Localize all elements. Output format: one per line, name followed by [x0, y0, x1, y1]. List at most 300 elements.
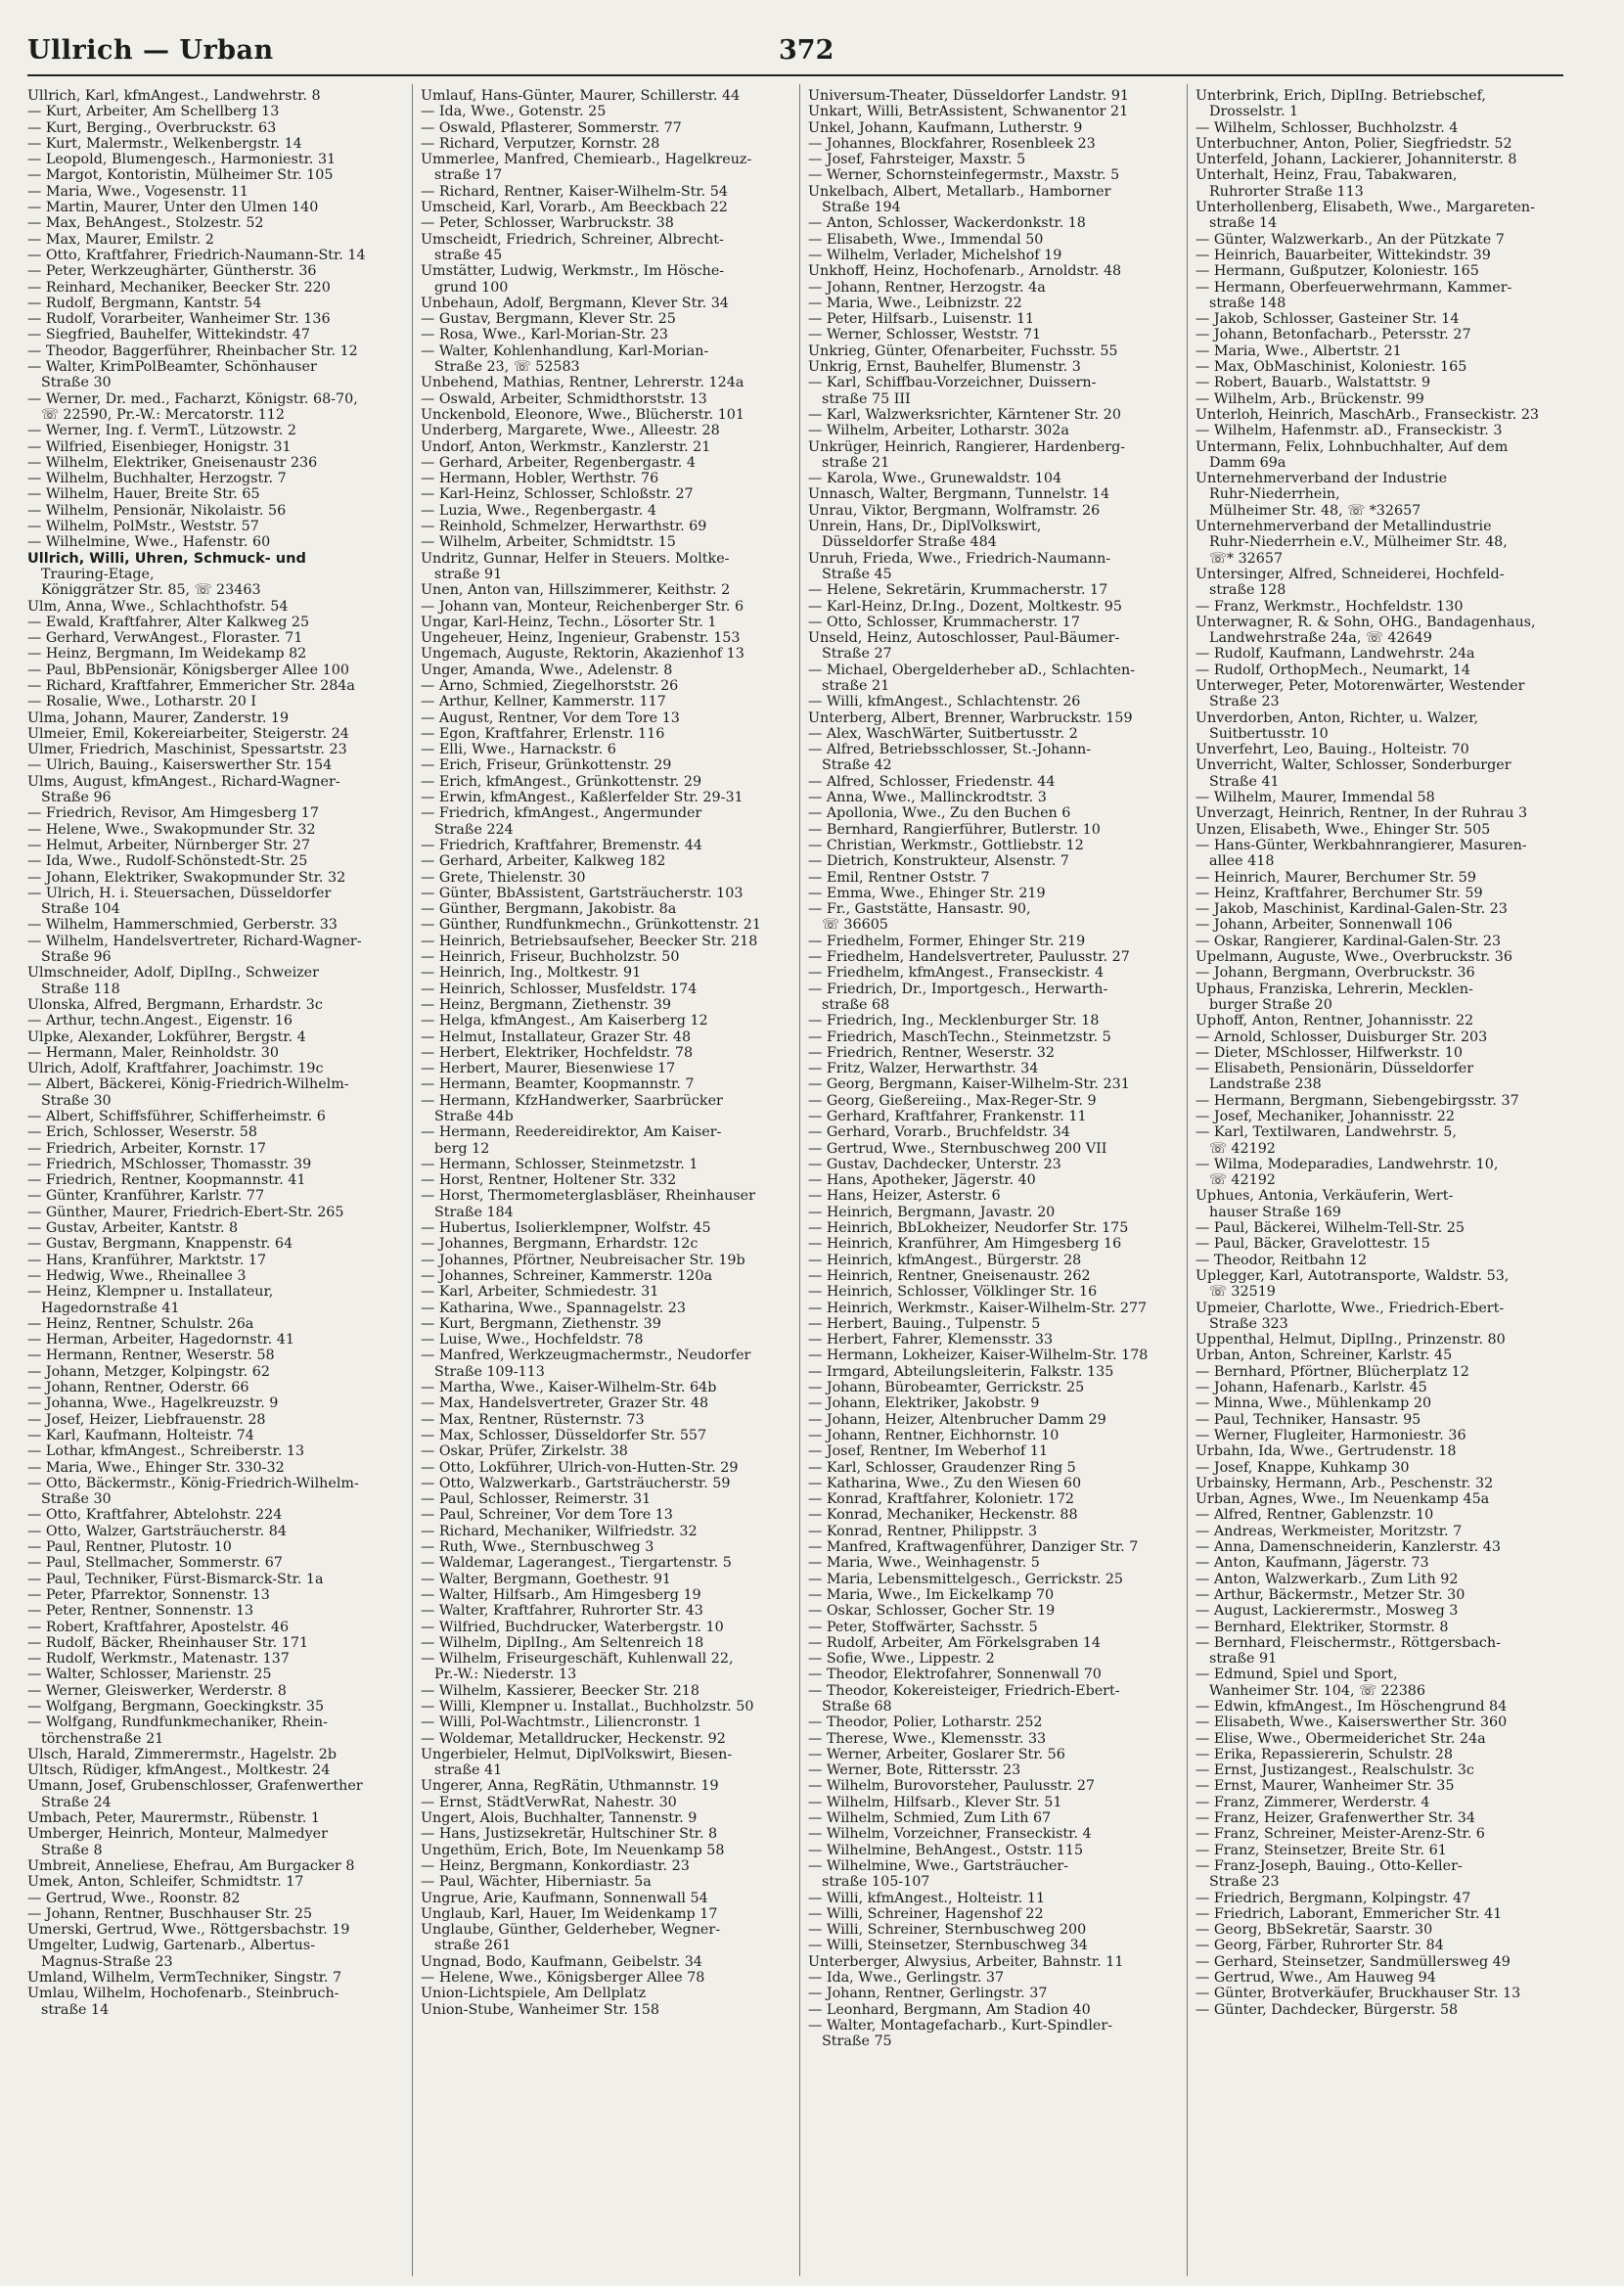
directory-entry: — Albert, Bäckerei, König-Friedrich-Wilhelm- — [27, 1076, 349, 1093]
directory-entry: — Oskar, Schlosser, Gocher Str. 19 — [808, 1603, 1056, 1620]
directory-entry: — Wilhelm, Pensionär, Nikolaistr. 56 — [27, 502, 287, 519]
directory-entry: — Paul, BbPensionär, Königsberger Allee 100 — [27, 662, 349, 678]
directory-entry: Straße 27 — [822, 646, 892, 663]
directory-entry: — Richard, Kraftfahrer, Emmericher Str. 284a — [27, 677, 355, 694]
directory-entry: Unruh, Frieda, Wwe., Friedrich-Naumann- — [808, 550, 1111, 567]
directory-entry: Unverzagt, Heinrich, Rentner, In der Ruhrau 3 — [1195, 805, 1528, 822]
directory-entry: — Werner, Gleiswerker, Werderstr. 8 — [27, 1682, 287, 1699]
directory-entry: — Edmund, Spiel und Sport, — [1195, 1667, 1398, 1683]
directory-entry: — Horst, Rentner, Holtener Str. 332 — [421, 1172, 677, 1189]
directory-entry: — Kurt, Berging., Overbruckstr. 63 — [27, 119, 277, 136]
directory-entry: Unverfehrt, Leo, Bauing., Holteistr. 70 — [1195, 742, 1469, 758]
directory-entry: — Ida, Wwe., Gerlingstr. 37 — [808, 1970, 1005, 1987]
directory-entry: — Friedhelm, Handelsvertreter, Paulusstr. 27 — [808, 949, 1130, 966]
directory-entry: Umberger, Heinrich, Monteur, Malmedyer — [27, 1826, 328, 1843]
directory-entry: — Ernst, Maurer, Wanheimer Str. 35 — [1195, 1778, 1455, 1795]
directory-entry: — Johann, Arbeiter, Sonnenwall 106 — [1195, 917, 1453, 934]
directory-entry: — Johann van, Monteur, Reichenberger Str. 6 — [421, 598, 744, 615]
directory-entry: — Anton, Schlosser, Wackerdonkstr. 18 — [808, 215, 1086, 232]
directory-entry: ☏ 32519 — [1209, 1284, 1276, 1301]
directory-entry: — Rosalie, Wwe., Lotharstr. 20 I — [27, 694, 257, 710]
directory-entry: — Wilhelm, Burovorsteher, Paulusstr. 27 — [808, 1778, 1096, 1795]
directory-entry: — Wilfried, Eisenbieger, Honigstr. 31 — [27, 438, 292, 455]
directory-entry: Unkel, Johann, Kaufmann, Lutherstr. 9 — [808, 119, 1083, 136]
directory-entry: straße 91 — [434, 566, 503, 582]
directory-entry: Umgelter, Ludwig, Gartenarb., Albertus- — [27, 1938, 316, 1954]
directory-entry: Straße 184 — [434, 1204, 514, 1220]
directory-entry: Pr.-W.: Niederstr. 13 — [434, 1667, 577, 1683]
directory-entry: Ulms, August, kfmAngest., Richard-Wagner- — [27, 773, 340, 790]
directory-entry: Straße 23 — [1209, 1874, 1280, 1891]
directory-entry: Unterberg, Albert, Brenner, Warbruckstr. 159 — [808, 709, 1133, 726]
directory-entry: Union-Lichtspiele, Am Dellplatz — [421, 1986, 647, 2002]
directory-entry: — Wilhelm, Hammerschmied, Gerberstr. 33 — [27, 917, 338, 934]
directory-entry: — Johann, Elektriker, Swakopmunder Str. 32 — [27, 869, 346, 886]
directory-entry: — Rudolf, Kaufmann, Landwehrstr. 24a — [1195, 646, 1475, 663]
directory-entry: — Gertrud, Wwe., Sternbuschweg 200 VII — [808, 1140, 1107, 1157]
directory-entry: — Hermann, KfzHandwerker, Saarbrücker — [421, 1092, 723, 1109]
directory-entry: — Heinrich, Ing., Moltkestr. 91 — [421, 965, 642, 982]
directory-entry: — Friedrich, Revisor, Am Himgesberg 17 — [27, 805, 319, 822]
directory-entry: — Wilhelm, Verlader, Michelshof 19 — [808, 247, 1062, 263]
directory-entry: — Werner, Schornsteinfegermstr., Maxstr. 5 — [808, 167, 1120, 184]
directory-entry: — Arnold, Schlosser, Duisburger Str. 203 — [1195, 1029, 1488, 1045]
directory-entry: Wanheimer Str. 104, ☏ 22386 — [1209, 1682, 1425, 1699]
directory-entry: — Hermann, Reedereidirektor, Am Kaiser- — [421, 1124, 722, 1141]
directory-entry: — Erika, Repassiererin, Schulstr. 28 — [1195, 1746, 1453, 1762]
directory-entry: — Max, ObMaschinist, Koloniestr. 165 — [1195, 359, 1467, 376]
directory-entry: Unnasch, Walter, Bergmann, Tunnelstr. 14 — [808, 486, 1110, 503]
directory-entry: — Hermann, Gußputzer, Koloniestr. 165 — [1195, 263, 1479, 280]
directory-entry: — Wilhelm, Schlosser, Buchholzstr. 4 — [1195, 119, 1459, 136]
directory-entry: Umek, Anton, Schleifer, Schmidtstr. 17 — [27, 1874, 304, 1891]
directory-entry: burger Straße 20 — [1209, 996, 1332, 1013]
directory-entry: — Michael, Obergelderheber aD., Schlachten- — [808, 662, 1136, 678]
directory-entry: Damm 69a — [1209, 454, 1286, 471]
directory-entry: — Walter, Hilfsarb., Am Himgesberg 19 — [421, 1586, 701, 1603]
directory-entry: Ullrich, Willi, Uhren, Schmuck- und — [27, 550, 306, 567]
directory-entry: — Maria, Wwe., Leibnizstr. 22 — [808, 295, 1022, 311]
directory-entry: Unterbuchner, Anton, Polier, Siegfriedstr. 52 — [1195, 135, 1512, 152]
directory-entry: — Wilhelm, Buchhalter, Herzogstr. 7 — [27, 471, 287, 487]
directory-entry: — Erich, kfmAngest., Grünkottenstr. 29 — [421, 773, 702, 790]
directory-entry: — Hermann, Hobler, Werthstr. 76 — [421, 471, 659, 487]
directory-entry: — Johannes, Bergmann, Erhardstr. 12c — [421, 1236, 699, 1253]
directory-entry: — Elisabeth, Wwe., Kaiserswerther Str. 360 — [1195, 1714, 1508, 1731]
directory-entry: Unkrieg, Günter, Ofenarbeiter, Fuchsstr. 55 — [808, 343, 1118, 359]
directory-entry: Trauring-Etage, — [41, 566, 155, 582]
directory-entry: Straße 23 — [1209, 694, 1280, 710]
directory-entry: ☏ 22590, Pr.-W.: Mercatorstr. 112 — [41, 406, 285, 423]
directory-entry: — Theodor, Baggerführer, Rheinbacher Str. 12 — [27, 343, 358, 359]
directory-entry: — Heinrich, Bergmann, Javastr. 20 — [808, 1204, 1056, 1220]
directory-entry: — Herbert, Bauing., Tulpenstr. 5 — [808, 1315, 1041, 1332]
directory-entry: — Heinz, Bergmann, Im Weidekamp 82 — [27, 646, 307, 663]
directory-entry: Umann, Josef, Grubenschlosser, Grafenwerther — [27, 1778, 363, 1795]
directory-entry: Unterloh, Heinrich, MaschArb., Franseckistr. 23 — [1195, 406, 1540, 423]
directory-entry: — Friedrich, MaschTechn., Steinmetzstr. 5 — [808, 1029, 1111, 1045]
directory-entry: — Hans, Justizsekretär, Hultschiner Str. 8 — [421, 1826, 718, 1843]
directory-entry: — Ernst, Justizangest., Realschulstr. 3c — [1195, 1762, 1474, 1779]
directory-entry: — August, Rentner, Vor dem Tore 13 — [421, 709, 680, 726]
directory-entry: — Otto, Kraftfahrer, Friedrich-Naumann-Str. 14 — [27, 247, 366, 263]
directory-entry: — Johann, Rentner, Eichhornstr. 10 — [808, 1427, 1060, 1443]
directory-entry: allee 418 — [1209, 853, 1275, 870]
directory-entry: — Otto, Kraftfahrer, Abtelohstr. 224 — [27, 1507, 283, 1524]
directory-entry: straße 17 — [434, 167, 503, 184]
directory-entry: — Georg, BbSekretär, Saarstr. 30 — [1195, 1922, 1433, 1939]
directory-entry: — Johann, Bergmann, Overbruckstr. 36 — [1195, 965, 1475, 982]
directory-entry: — Egon, Kraftfahrer, Erlenstr. 116 — [421, 725, 665, 742]
directory-entry: — Emma, Wwe., Ehinger Str. 219 — [808, 885, 1046, 901]
directory-entry: — Josef, Mechaniker, Johannisstr. 22 — [1195, 1109, 1455, 1124]
directory-entry: — Paul, Techniker, Hansastr. 95 — [1195, 1411, 1421, 1428]
directory-entry: — Irmgard, Abteilungsleiterin, Falkstr. 135 — [808, 1363, 1114, 1380]
directory-entry: — Konrad, Rentner, Philippstr. 3 — [808, 1523, 1038, 1539]
directory-entry: — Emil, Rentner Oststr. 7 — [808, 869, 990, 886]
directory-column-4 — [1195, 88, 1559, 2276]
directory-entry: — Anna, Damenschneiderin, Kanzlerstr. 43 — [1195, 1539, 1501, 1556]
directory-entry: Straße 41 — [1209, 773, 1280, 790]
directory-entry: — Hermann, Schlosser, Steinmetzstr. 1 — [421, 1156, 699, 1172]
directory-entry: Unverdorben, Anton, Richter, u. Walzer, — [1195, 709, 1479, 726]
directory-entry: — Alfred, Rentner, Gablenzstr. 10 — [1195, 1507, 1434, 1524]
directory-entry: — Alfred, Schlosser, Friedenstr. 44 — [808, 773, 1056, 790]
directory-entry: Ungrue, Arie, Kaufmann, Sonnenwall 54 — [421, 1890, 708, 1906]
directory-entry: Ungerer, Anna, RegRätin, Uthmannstr. 19 — [421, 1778, 719, 1795]
directory-entry: — Johannes, Blockfahrer, Rosenbleek 23 — [808, 135, 1096, 152]
directory-entry: — Heinrich, Schlosser, Musfeldstr. 174 — [421, 981, 698, 997]
directory-entry: — Katharina, Wwe., Spannagelstr. 23 — [421, 1300, 686, 1316]
directory-entry: Unrein, Hans, Dr., DiplVolkswirt, — [808, 519, 1042, 535]
directory-entry: — Friedrich, Rentner, Weserstr. 32 — [808, 1044, 1055, 1061]
directory-entry: — Werner, Flugleiter, Harmoniestr. 36 — [1195, 1427, 1466, 1443]
directory-entry: — Hans, Heizer, Asterstr. 6 — [808, 1188, 1001, 1205]
directory-entry: — Helene, Sekretärin, Krummacherstr. 17 — [808, 582, 1108, 599]
directory-entry: — Gerhard, Kraftfahrer, Frankenstr. 11 — [808, 1109, 1087, 1124]
directory-entry: — Paul, Techniker, Fürst-Bismarck-Str. 1a — [27, 1571, 324, 1587]
directory-entry: — Hedwig, Wwe., Rheinallee 3 — [27, 1267, 247, 1284]
directory-entry: Urbahn, Ida, Wwe., Gertrudenstr. 18 — [1195, 1443, 1457, 1460]
directory-entry: — Wilhelm, Kassierer, Beecker Str. 218 — [421, 1682, 699, 1699]
directory-entry: Ulonska, Alfred, Bergmann, Erhardstr. 3c — [27, 996, 323, 1013]
directory-entry: — Richard, Verputzer, Kornstr. 28 — [421, 135, 660, 152]
directory-entry: Ruhr-Niederrhein e.V., Mülheimer Str. 48, — [1209, 534, 1508, 551]
directory-entry: — Heinrich, Friseur, Buchholzstr. 50 — [421, 949, 680, 966]
column-divider — [1187, 84, 1188, 2276]
directory-entry: — Wilhelm, Schmied, Zum Lith 67 — [808, 1810, 1052, 1827]
directory-entry: Uppenthal, Helmut, DiplIng., Prinzenstr. 80 — [1195, 1332, 1506, 1349]
directory-entry: Landstraße 238 — [1209, 1076, 1322, 1093]
directory-entry: Straße 24 — [41, 1794, 112, 1810]
directory-entry: Straße 23, ☏ 52583 — [434, 359, 580, 376]
directory-entry: Landwehrstraße 24a, ☏ 42649 — [1209, 630, 1432, 647]
column-divider — [799, 84, 800, 2276]
directory-entry: — Josef, Knappe, Kuhkamp 30 — [1195, 1459, 1410, 1476]
directory-entry: — Willi, Klempner u. Installat., Buchholzstr. 50 — [421, 1698, 754, 1714]
directory-entry: — Johann, Rentner, Buschhauser Str. 25 — [27, 1905, 313, 1922]
directory-entry: Uplegger, Karl, Autotransporte, Waldstr. 53, — [1195, 1267, 1510, 1284]
directory-entry: — Johannes, Pförtner, Neubreisacher Str. 19b — [421, 1252, 745, 1268]
directory-entry: — Johann, Rentner, Oderstr. 66 — [27, 1380, 249, 1396]
directory-entry: Unkelbach, Albert, Metallarb., Hamborner — [808, 183, 1111, 200]
directory-entry: — Heinz, Bergmann, Ziethenstr. 39 — [421, 996, 671, 1013]
directory-entry: — Otto, Walzwerkarb., Gartsträucherstr. 59 — [421, 1475, 731, 1491]
directory-entry: ☏ 36605 — [822, 917, 888, 934]
directory-entry: Ruhrorter Straße 113 — [1209, 183, 1364, 200]
directory-entry: Umbreit, Anneliese, Ehefrau, Am Burgacker 8 — [27, 1857, 355, 1874]
directory-entry: — Günter, Brotverkäufer, Bruckhauser Str. 13 — [1195, 1986, 1521, 2002]
directory-entry: Unseld, Heinz, Autoschlosser, Paul-Bäumer- — [808, 630, 1120, 647]
directory-entry: — Heinrich, Kranführer, Am Himgesberg 16 — [808, 1236, 1122, 1253]
directory-entry: — Paul, Schreiner, Vor dem Tore 13 — [421, 1507, 673, 1524]
directory-entry: — Wilhelm, Maurer, Immendal 58 — [1195, 790, 1435, 806]
directory-entry: — Ida, Wwe., Rudolf-Schönstedt-Str. 25 — [27, 853, 308, 870]
directory-entry: — Walter, Kohlenhandlung, Karl-Morian- — [421, 343, 709, 359]
directory-entry: — Arthur, Bäckermstr., Metzer Str. 30 — [1195, 1586, 1466, 1603]
directory-entry: Ungert, Alois, Buchhalter, Tannenstr. 9 — [421, 1810, 698, 1827]
directory-entry: — Gertrud, Wwe., Roonstr. 82 — [27, 1890, 241, 1906]
directory-entry: straße 148 — [1209, 295, 1286, 311]
directory-entry: Straße 30 — [41, 375, 112, 391]
directory-entry: Magnus-Straße 23 — [41, 1953, 173, 1970]
directory-entry: — Rudolf, Werkmstr., Matenastr. 137 — [27, 1651, 290, 1668]
directory-entry: — Johann, Elektriker, Jakobstr. 9 — [808, 1395, 1040, 1412]
directory-entry: — Peter, Hilfsarb., Luisenstr. 11 — [808, 311, 1035, 328]
directory-entry: Drosselstr. 1 — [1209, 104, 1299, 120]
directory-entry: — Richard, Rentner, Kaiser-Wilhelm-Str. 54 — [421, 183, 728, 200]
directory-entry: — Otto, Bäckermstr., König-Friedrich-Wilhelm- — [27, 1475, 359, 1491]
directory-entry: — Anton, Walzwerkarb., Zum Lith 92 — [1195, 1571, 1459, 1587]
directory-entry: — Theodor, Polier, Lotharstr. 252 — [808, 1714, 1043, 1731]
directory-entry: — Otto, Schlosser, Krummacherstr. 17 — [808, 614, 1080, 630]
directory-entry: — Paul, Schlosser, Reimerstr. 31 — [421, 1491, 652, 1508]
directory-entry: — Rosa, Wwe., Karl-Morian-Str. 23 — [421, 327, 668, 343]
directory-entry: berg 12 — [434, 1140, 490, 1157]
directory-entry: — Günter, Kranführer, Karlstr. 77 — [27, 1188, 265, 1205]
header-rule — [27, 74, 1563, 76]
directory-entry: Straße 109-113 — [434, 1363, 545, 1380]
directory-entry: — Helene, Wwe., Königsberger Allee 78 — [421, 1970, 705, 1987]
directory-entry: — Gustav, Bergmann, Klever Str. 25 — [421, 311, 676, 328]
directory-entry: Ultsch, Rüdiger, kfmAngest., Moltkestr. 24 — [27, 1762, 331, 1779]
directory-entry: Ulrich, Adolf, Kraftfahrer, Joachimstr. 19c — [27, 1061, 324, 1077]
directory-entry: Unterberger, Alwysius, Arbeiter, Bahnstr. 11 — [808, 1953, 1124, 1970]
directory-entry: — Maria, Wwe., Vogesenstr. 11 — [27, 183, 248, 200]
directory-entry: — Luise, Wwe., Hochfeldstr. 78 — [421, 1332, 644, 1349]
directory-entry: — Grete, Thielenstr. 30 — [421, 869, 586, 886]
directory-entry: — Maria, Lebensmittelgesch., Gerrickstr. 25 — [808, 1571, 1124, 1587]
directory-entry: Ulmeier, Emil, Kokereiarbeiter, Steigerstr. 24 — [27, 725, 349, 742]
directory-entry: Unglaub, Karl, Hauer, Im Weidenkamp 17 — [421, 1905, 718, 1922]
directory-entry: Umland, Wilhelm, VermTechniker, Singstr. 7 — [27, 1970, 342, 1987]
directory-entry: Unkrig, Ernst, Bauhelfer, Blumenstr. 3 — [808, 359, 1081, 376]
directory-entry: Undorf, Anton, Werkmstr., Kanzlerstr. 21 — [421, 438, 711, 455]
directory-entry: ☏ 42192 — [1209, 1172, 1276, 1189]
directory-entry: — Johann, Heizer, Altenbrucher Damm 29 — [808, 1411, 1106, 1428]
directory-entry: straße 14 — [1209, 215, 1278, 232]
directory-entry: — Wilhelm, Elektriker, Gneisenaustr 236 — [27, 454, 318, 471]
directory-entry: — Karl, Schiffbau-Vorzeichner, Duissern- — [808, 375, 1097, 391]
directory-entry: — Ewald, Kraftfahrer, Alter Kalkweg 25 — [27, 614, 310, 630]
directory-entry: — Johannes, Schreiner, Kammerstr. 120a — [421, 1267, 712, 1284]
directory-entry: — Hubertus, Isolierklempner, Wolfstr. 45 — [421, 1220, 711, 1237]
directory-entry: — Willi, Schreiner, Hagenshof 22 — [808, 1905, 1044, 1922]
directory-entry: — Gustav, Bergmann, Knappenstr. 64 — [27, 1236, 293, 1253]
directory-entry: — Arthur, Kellner, Kammerstr. 117 — [421, 694, 666, 710]
directory-entry: Unterbrink, Erich, DiplIng. Betriebschef, — [1195, 88, 1486, 104]
directory-entry: — Maria, Wwe., Weinhagenstr. 5 — [808, 1555, 1040, 1572]
directory-entry: Upmeier, Charlotte, Wwe., Friedrich-Ebert- — [1195, 1300, 1505, 1316]
directory-entry: — Margot, Kontoristin, Mülheimer Str. 105 — [27, 167, 334, 184]
directory-entry: — Heinrich, Maurer, Berchumer Str. 59 — [1195, 869, 1476, 886]
directory-entry: — Richard, Mechaniker, Wilfriedstr. 32 — [421, 1523, 698, 1539]
directory-entry: — Robert, Kraftfahrer, Apostelstr. 46 — [27, 1619, 290, 1635]
directory-entry: — Walter, KrimPolBeamter, Schönhauser — [27, 359, 317, 376]
directory-entry: Straße 75 — [822, 2034, 892, 2050]
directory-entry: — Willi, Schreiner, Sternbuschweg 200 — [808, 1922, 1087, 1939]
directory-entry: — Karl-Heinz, Dr.Ing., Dozent, Moltkestr. 95 — [808, 598, 1122, 615]
directory-entry: — Helmut, Arbeiter, Nürnberger Str. 27 — [27, 837, 311, 853]
directory-entry: — Anton, Kaufmann, Jägerstr. 73 — [1195, 1555, 1429, 1572]
directory-entry: — Herbert, Elektriker, Hochfeldstr. 78 — [421, 1044, 694, 1061]
directory-entry: hauser Straße 169 — [1209, 1204, 1341, 1220]
directory-entry: — Wolfgang, Rundfunkmechaniker, Rhein- — [27, 1714, 328, 1731]
directory-entry: — Jakob, Maschinist, Kardinal-Galen-Str. 23 — [1195, 901, 1508, 918]
directory-entry: — Horst, Thermometerglasbläser, Rheinhauser — [421, 1188, 755, 1205]
directory-entry: — Konrad, Mechaniker, Heckenstr. 88 — [808, 1507, 1078, 1524]
directory-entry: straße 68 — [822, 996, 890, 1013]
directory-entry: — August, Lackierermstr., Mosweg 3 — [1195, 1603, 1459, 1620]
directory-entry: — Karl, Arbeiter, Schmiedestr. 31 — [421, 1284, 659, 1301]
directory-entry: straße 45 — [434, 247, 503, 263]
directory-entry: — Wilhelm, Arbeiter, Schmidtstr. 15 — [421, 534, 676, 551]
directory-entry: Urban, Anton, Schreiner, Karlstr. 45 — [1195, 1348, 1453, 1364]
directory-entry: Suitbertusstr. 10 — [1209, 725, 1329, 742]
directory-entry: — Friedrich, Ing., Mecklenburger Str. 18 — [808, 1013, 1100, 1029]
directory-entry: Straße 96 — [41, 949, 112, 966]
directory-entry: — Alfred, Betriebsschlosser, St.-Johann- — [808, 742, 1092, 758]
directory-entry: Ulm, Anna, Wwe., Schlachthofstr. 54 — [27, 598, 289, 615]
directory-entry: — Wilhelm, Handelsvertreter, Richard-Wagner- — [27, 933, 362, 949]
directory-entry: — Rudolf, Arbeiter, Am Förkelsgraben 14 — [808, 1634, 1102, 1651]
directory-entry: Düsseldorfer Straße 484 — [822, 534, 997, 551]
directory-entry: — Karl-Heinz, Schlosser, Schloßstr. 27 — [421, 486, 694, 503]
directory-entry: — Ida, Wwe., Gotenstr. 25 — [421, 104, 607, 120]
directory-entry: — Friedrich, Arbeiter, Kornstr. 17 — [27, 1140, 266, 1157]
directory-entry: straße 105-107 — [822, 1874, 930, 1891]
directory-entry: Unkhoff, Heinz, Hochofenarb., Arnoldstr. 48 — [808, 263, 1122, 280]
directory-entry: — Theodor, Kokereisteiger, Friedrich-Ebert- — [808, 1682, 1120, 1699]
directory-entry: Königgrätzer Str. 85, ☏ 23463 — [41, 582, 261, 599]
directory-entry: — Franz, Schreiner, Meister-Arenz-Str. 6 — [1195, 1826, 1485, 1843]
directory-entry: Ulma, Johann, Maurer, Zanderstr. 19 — [27, 709, 290, 726]
directory-entry: — Franz, Steinsetzer, Breite Str. 61 — [1195, 1842, 1447, 1858]
directory-entry: — Minna, Wwe., Mühlenkamp 20 — [1195, 1395, 1432, 1412]
directory-entry: — Johann, Rentner, Herzogstr. 4a — [808, 279, 1046, 296]
directory-entry: — Maria, Wwe., Im Eickelkamp 70 — [808, 1586, 1055, 1603]
directory-entry: — Paul, Bäckerei, Wilhelm-Tell-Str. 25 — [1195, 1220, 1465, 1237]
directory-entry: — Hans, Apotheker, Jägerstr. 40 — [808, 1172, 1036, 1189]
directory-entry: — Helene, Wwe., Swakopmunder Str. 32 — [27, 821, 316, 838]
directory-entry: — Franz, Werkmstr., Hochfeldstr. 130 — [1195, 598, 1464, 615]
directory-entry: — Gustav, Arbeiter, Kantstr. 8 — [27, 1220, 239, 1237]
directory-entry: Umlauf, Hans-Günter, Maurer, Schillerstr. 44 — [421, 88, 741, 104]
directory-entry: Straße 8 — [41, 1842, 103, 1858]
directory-entry: — Gerhard, VerwAngest., Floraster. 71 — [27, 630, 303, 647]
directory-entry: — Johanna, Wwe., Hagelkreuzstr. 9 — [27, 1395, 279, 1412]
directory-entry: — Rudolf, Bäcker, Rheinhauser Str. 171 — [27, 1634, 309, 1651]
directory-entry: ☏* 32657 — [1209, 550, 1284, 567]
directory-entry: — Peter, Stoffwärter, Sachsstr. 5 — [808, 1619, 1038, 1635]
directory-entry: — Franz-Joseph, Bauing., Otto-Keller- — [1195, 1857, 1463, 1874]
directory-entry: Ulmer, Friedrich, Maschinist, Spessartstr. 23 — [27, 742, 347, 758]
directory-entry: — Friedhelm, Former, Ehinger Str. 219 — [808, 933, 1086, 949]
directory-entry: — Paul, Rentner, Plutostr. 10 — [27, 1539, 232, 1556]
directory-entry: — Gerhard, Steinsetzer, Sandmüllersweg 49 — [1195, 1953, 1511, 1970]
directory-entry: — Ernst, StädtVerwRat, Nahestr. 30 — [421, 1794, 677, 1810]
directory-entry: straße 128 — [1209, 582, 1286, 599]
directory-entry: — Helmut, Installateur, Grazer Str. 48 — [421, 1029, 692, 1045]
directory-entry: — Werner, Ing. f. VermT., Lützowstr. 2 — [27, 423, 296, 439]
directory-entry: — Werner, Dr. med., Facharzt, Königstr. 68-70, — [27, 390, 358, 407]
directory-entry: Unterhollenberg, Elisabeth, Wwe., Margareten- — [1195, 200, 1535, 216]
directory-entry: Untersinger, Alfred, Schneiderei, Hochfeld- — [1195, 566, 1505, 582]
directory-entry: straße 41 — [434, 1762, 503, 1779]
directory-entry: — Manfred, Werkzeugmachermstr., Neudorfer — [421, 1348, 751, 1364]
directory-entry: — Oswald, Pflasterer, Sommerstr. 77 — [421, 119, 682, 136]
directory-entry: — Heinrich, Schlosser, Völklinger Str. 16 — [808, 1284, 1098, 1301]
directory-entry: — Gerhard, Vorarb., Bruchfeldstr. 34 — [808, 1124, 1070, 1141]
directory-entry: Unkrüger, Heinrich, Rangierer, Hardenberg- — [808, 438, 1126, 455]
directory-entry: — Rudolf, Vorarbeiter, Wanheimer Str. 136 — [27, 311, 331, 328]
directory-entry: — Dieter, MSchlosser, Hilfwerkstr. 10 — [1195, 1044, 1463, 1061]
directory-entry: — Willi, Pol-Wachtmstr., Liliencronstr. 1 — [421, 1714, 702, 1731]
directory-entry: — Oskar, Prüfer, Zirkelstr. 38 — [421, 1443, 628, 1460]
directory-entry: — Therese, Wwe., Klemensstr. 33 — [808, 1730, 1047, 1747]
directory-entry: — Günter, Walzwerkarb., An der Pützkate 7 — [1195, 231, 1505, 248]
directory-entry: — Theodor, Reitbahn 12 — [1195, 1252, 1368, 1268]
directory-entry: — Erich, Schlosser, Weserstr. 58 — [27, 1124, 257, 1141]
directory-entry: — Katharina, Wwe., Zu den Wiesen 60 — [808, 1475, 1082, 1491]
directory-entry: Uphoff, Anton, Rentner, Johannisstr. 22 — [1195, 1013, 1474, 1029]
directory-entry: — Arno, Schmied, Ziegelhorststr. 26 — [421, 677, 679, 694]
directory-entry: — Max, Schlosser, Düsseldorfer Str. 557 — [421, 1427, 707, 1443]
directory-entry: Unger, Amanda, Wwe., Adelenstr. 8 — [421, 662, 673, 678]
directory-entry: — Karl, Textilwaren, Landwehrstr. 5, — [1195, 1124, 1457, 1141]
directory-entry: — Wilhelmine, Wwe., Hafenstr. 60 — [27, 534, 271, 551]
directory-entry: — Wilhelm, DiplIng., Am Seltenreich 18 — [421, 1634, 704, 1651]
directory-entry: — Wilma, Modeparadies, Landwehrstr. 10, — [1195, 1156, 1499, 1172]
directory-entry: — Wilhelm, Vorzeichner, Franseckistr. 4 — [808, 1826, 1092, 1843]
directory-entry: Ungar, Karl-Heinz, Techn., Lösorter Str. 1 — [421, 614, 717, 630]
directory-entry: Union-Stube, Wanheimer Str. 158 — [421, 2001, 659, 2018]
directory-entry: — Willi, kfmAngest., Holteistr. 11 — [808, 1890, 1046, 1906]
directory-entry: Unterweger, Peter, Motorenwärter, Westender — [1195, 677, 1525, 694]
directory-entry: — Heinz, Kraftfahrer, Berchumer Str. 59 — [1195, 885, 1483, 901]
directory-entry: — Johann, Hafenarb., Karlstr. 45 — [1195, 1380, 1427, 1396]
directory-entry: Straße 224 — [434, 821, 514, 838]
directory-entry: — Josef, Rentner, Im Weberhof 11 — [808, 1443, 1049, 1460]
directory-entry: Straße 104 — [41, 901, 120, 918]
directory-entry: Straße 42 — [822, 757, 892, 774]
directory-entry: — Josef, Heizer, Liebfrauenstr. 28 — [27, 1411, 266, 1428]
directory-entry: — Peter, Schlosser, Warbruckstr. 38 — [421, 215, 674, 232]
directory-entry: — Heinrich, Betriebsaufseher, Beecker Str. 218 — [421, 933, 758, 949]
directory-entry: — Johann, Bürobeamter, Gerrickstr. 25 — [808, 1380, 1085, 1396]
directory-entry: — Lothar, kfmAngest., Schreiberstr. 13 — [27, 1443, 305, 1460]
directory-entry: — Fritz, Walzer, Herwarthstr. 34 — [808, 1061, 1039, 1077]
